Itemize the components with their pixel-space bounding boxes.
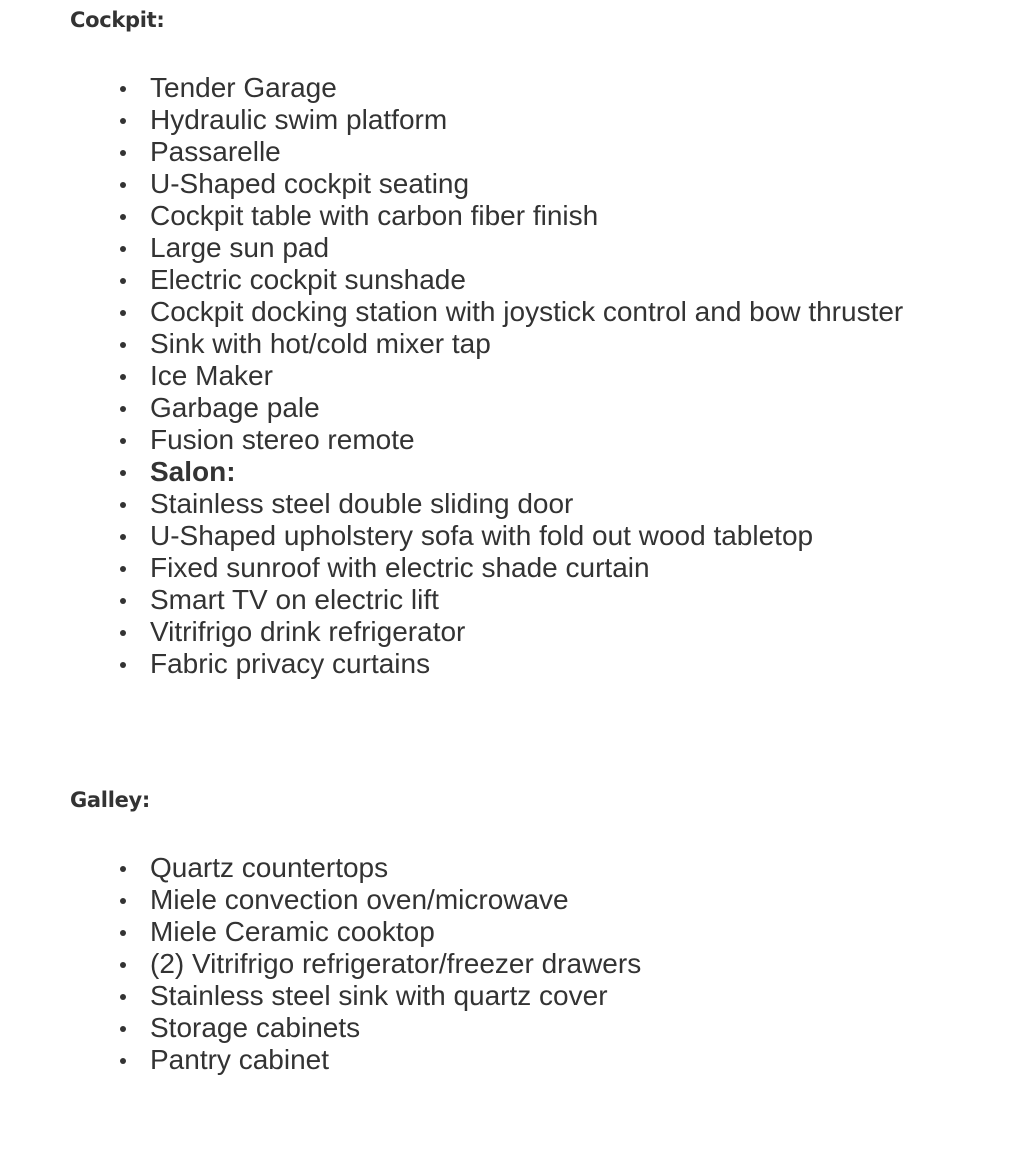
list-item: Passarelle [150, 136, 903, 168]
list-item: Miele convection oven/microwave [150, 884, 641, 916]
list-item: Large sun pad [150, 232, 903, 264]
list-item: U-Shaped cockpit seating [150, 168, 903, 200]
galley-heading: Galley: [70, 788, 151, 812]
list-item: Fixed sunroof with electric shade curtain [150, 552, 903, 584]
list-item: Ice Maker [150, 360, 903, 392]
cockpit-heading: Cockpit: [70, 8, 165, 32]
list-item: Quartz countertops [150, 852, 641, 884]
list-item: Sink with hot/cold mixer tap [150, 328, 903, 360]
list-item: Storage cabinets [150, 1012, 641, 1044]
list-item: Cockpit docking station with joystick control and bow thruster [150, 296, 904, 327]
list-item: Fabric privacy curtains [150, 648, 903, 680]
list-item: Hydraulic swim platform [150, 104, 903, 136]
galley-feature-list [150, 852, 641, 1076]
list-item: Smart TV on electric lift [150, 584, 903, 616]
list-item: (2) Vitrifrigo refrigerator/freezer drawers [150, 948, 642, 979]
cockpit-feature-list [150, 72, 903, 680]
list-item: U-Shaped upholstery sofa with fold out wood tabletop [150, 520, 903, 552]
list-item: Fusion stereo remote [150, 424, 903, 456]
list-item: Garbage pale [150, 392, 903, 424]
list-item: Tender Garage [150, 72, 903, 104]
list-item: Miele Ceramic cooktop [150, 916, 641, 948]
list-item: Cockpit table with carbon fiber finish [150, 200, 903, 232]
list-item: Stainless steel double sliding door [150, 488, 903, 520]
list-item: Stainless steel sink with quartz cover [150, 980, 641, 1012]
salon-subheading-item: Salon: [150, 456, 903, 488]
list-item: Vitrifrigo drink refrigerator [150, 616, 903, 648]
list-item: Electric cockpit sunshade [150, 264, 903, 296]
list-item: Pantry cabinet [150, 1044, 641, 1076]
